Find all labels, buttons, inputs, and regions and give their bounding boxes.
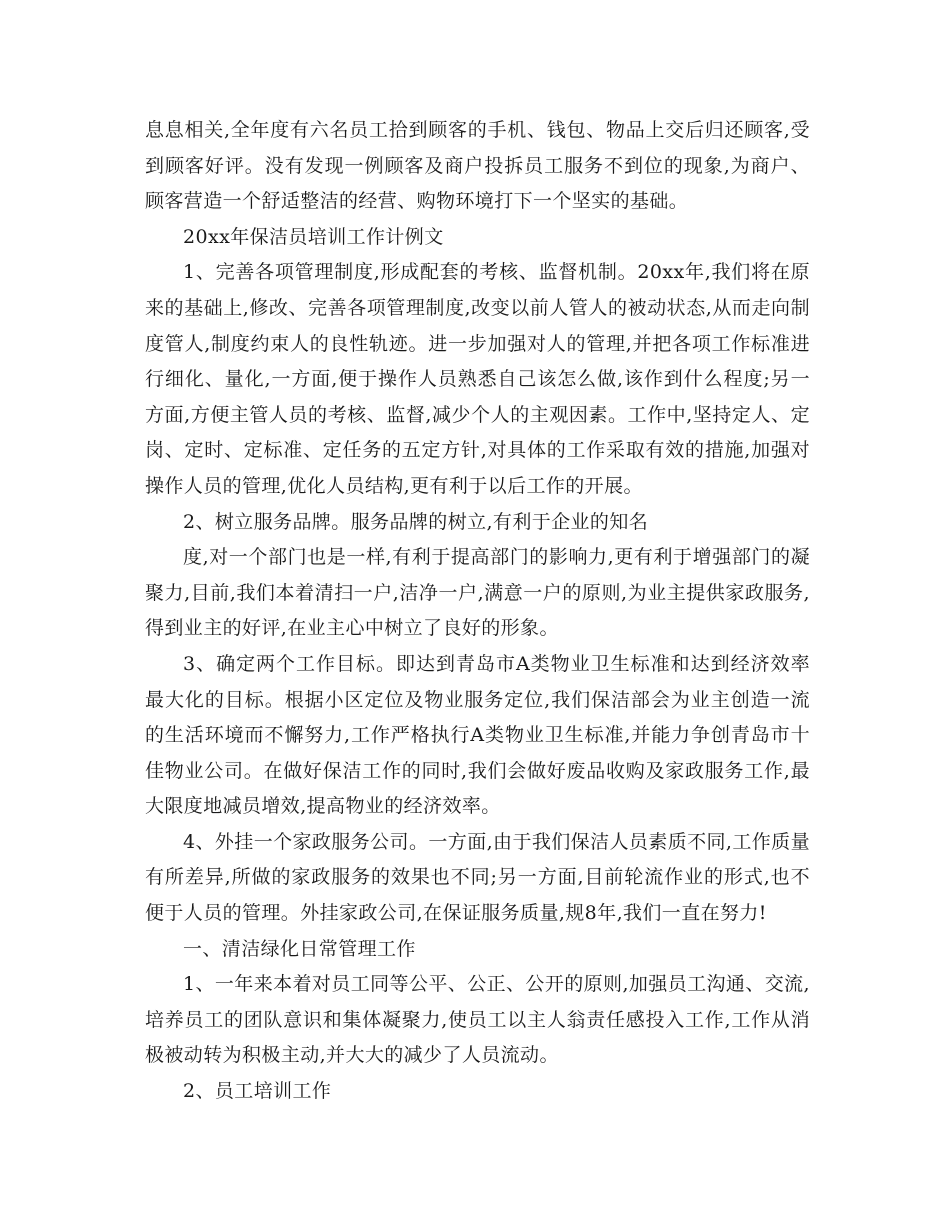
paragraph-item-2-continued: 度,对一个部门也是一样,有利于提高部门的影响力,更有利于增强部门的凝聚力,目前,我们本着清扫一户,洁净一户,满意一户的原则,为业主提供家政服务,得到业主的好评,在业主心中树立了良好的形象。 (145, 546, 810, 640)
paragraph-1: 息息相关,全年度有六名员工拾到顾客的手机、钱包、物品上交后归还顾客,受到顾客好评。没有发现一例顾客及商户投拆员工服务不到位的现象,为商户、顾客营造一个舒适整洁的经营、购物环境打下一个坚实的基础。 (145, 119, 810, 213)
heading-staff-training: 2、员工培训工作 (183, 1080, 332, 1103)
heading-cleaning-management: 一、清洁绿化日常管理工作 (183, 937, 416, 960)
paragraph-item-1: 1、完善各项管理制度,形成配套的考核、监督机制。20xx年,我们将在原来的基础上,修改、完善各项管理制度,改变以前人管人的被动状态,从而走向制度管人,制度约束人的良性轨迹。进一步加强对人的管理,并把各项工作标准进行细化、量化,一方面,便于操作人员熟悉自己该怎么做,该作到什么程度;另一方面,方便主管人员的考核、监督,减少个人的主观因素。工作中,坚持定人、定岗、定时、定标准、定任务的五定方针,对具体的工作采取有效的措施,加强对操作人员的管理,优化人员结构,更有利于以后工作的开展。 (145, 261, 810, 497)
document-body (145, 113, 810, 1110)
paragraph-item-4: 4、外挂一个家政服务公司。一方面,由于我们保洁人员素质不同,工作质量有所差异,所做的家政服务的效果也不同;另一方面,目前轮流作业的形式,也不便于人员的管理。外挂家政公司,在保证服务质量,规8年,我们一直在努力! (145, 830, 810, 925)
paragraph-item-3: 3、确定两个工作目标。即达到青岛市A类物业卫生标准和达到经济效率最大化的目标。根据小区定位及物业服务定位,我们保洁部会为业主创造一流的生活环境而不懈努力,工作严格执行A类物业卫生标准,并能力争创青岛市十佳物业公司。在做好保洁工作的同时,我们会做好废品收购及家政服务工作,最大限度地减员增效,提高物业的经济效率。 (145, 652, 810, 818)
paragraph-item-2: 2、树立服务品牌。服务品牌的树立,有利于企业的知名 (183, 510, 649, 533)
paragraph-staff-communication: 1、一年来本着对员工同等公平、公正、公开的原则,加强员工沟通、交流,培养员工的团队意识和集体凝聚力,使员工以主人翁责任感投入工作,工作从消极被动转为积极主动,并大大的减少了人员流动。 (145, 973, 810, 1067)
section-title: 20xx年保洁员培训工作计例文 (183, 225, 444, 248)
